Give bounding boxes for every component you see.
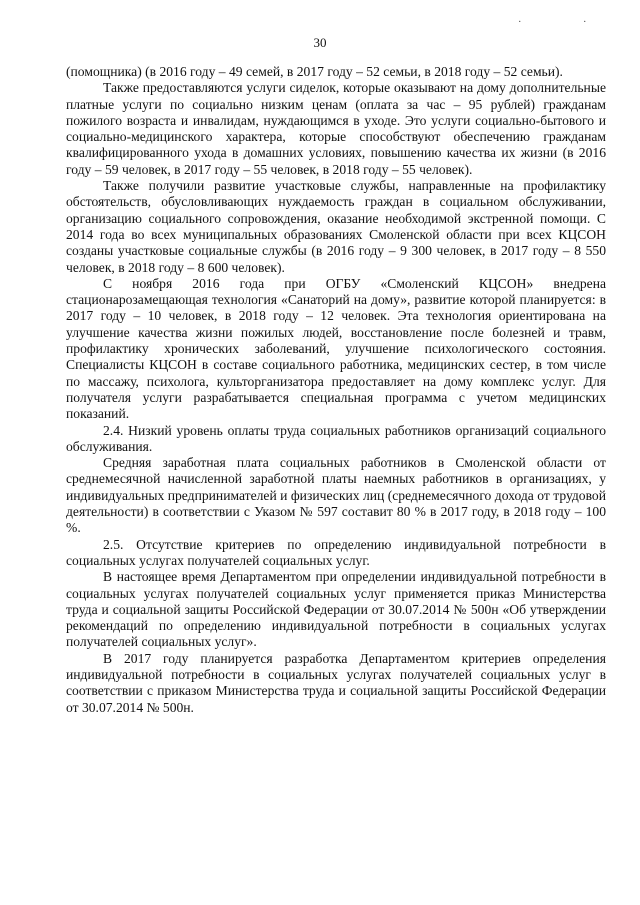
paragraph-district-services: Также получили развитие участковые службы, направленные на профилактику обстоятельств, обусловливающих нуждаемость граждан в социальном обслуживании, организацию социального сопровождения, оказание необходимой экстренной помощи. С 2014 года во всех муниципальных образованиях Смоленской области при всех КЦСОН созданы участковые социальные службы (в 2016 году – 9 300 человек, в 2017 году – 8 550 человек, в 2018 году – 8 600 человек). [66, 178, 606, 275]
paragraph-planned-criteria: В 2017 году планируется разработка Департаментом критериев определения индивидуальной потребности в социальных услугах получателей социальных услуг в соответствии с приказом Министерства труда и социальной защиты Российской Федерации от 30.07.2014 № 500н. [66, 650, 606, 715]
paragraph-home-sanatorium: С ноября 2016 года при ОГБУ «Смоленский КЦСОН» внедрена стационарозамещающая технология «Санаторий на дому», развитие которой планируется: в 2017 году – 10 человек, в 2018 году – 12 человек. Эта технология ориентирована на улучшение качества жизни пожилых людей, восстановление после болезней и травм, профилактику хронических заболеваний, улучшение психологического состояния. Специалисты КЦСОН в составе социального работника, медицинских сестер, в том числе по массажу, психолога, культорганизатора предоставляет на дому комплекс услуг. Для получателя услуги разрабатывается специальная программа с учетом медицинских показаний. [66, 275, 606, 422]
document-body [66, 64, 606, 716]
section-heading-2-5: 2.5. Отсутствие критериев по определению индивидуальной потребности в социальных услугах получателей социальных услуг. [66, 536, 606, 568]
section-heading-2-4: 2.4. Низкий уровень оплаты труда социальных работников организаций социального обслуживания. [66, 422, 606, 454]
paragraph-caregivers: Также предоставляются услуги сиделок, которые оказывают на дому дополнительные платные услуги по социально низким ценам (оплата за час – 95 рублей) гражданам пожилого возраста и инвалидам, нуждающимся в уходе. Это услуги социально-бытового и социально-медицинского характера, которые способствуют обеспечению гражданам квалифицированного ухода в домашних условиях, повышению качества их жизни (в 2016 году – 59 человек, в 2017 году – 55 человек, в 2018 году – 55 человек). [66, 80, 606, 177]
paragraph-current-criteria: В настоящее время Департаментом при определении индивидуальной потребности в социальных услугах получателей социальных услуг применяется приказ Министерства труда и социальной защиты Российской Федерации от 30.07.2014 № 500н «Об утверждении рекомендаций по определению индивидуальной потребности в социальных услугах получателей социальных услуг». [66, 569, 606, 650]
paragraph-continuation: (помощника) (в 2016 году – 49 семей, в 2017 году – 52 семьи, в 2018 году – 52 семьи). [66, 64, 563, 79]
page-number: 30 [313, 35, 327, 50]
paragraph-salary: Средняя заработная плата социальных работников в Смоленской области от среднемесячной начисленной заработной платы наемных работников в организациях, у индивидуальных предпринимателей и физических лиц (среднемесячного дохода от трудовой деятельности) в соответствии с Указом № 597 составит 80 % в 2017 году, в 2018 году – 100 %. [66, 455, 606, 536]
scan-specks: . . [518, 14, 616, 25]
